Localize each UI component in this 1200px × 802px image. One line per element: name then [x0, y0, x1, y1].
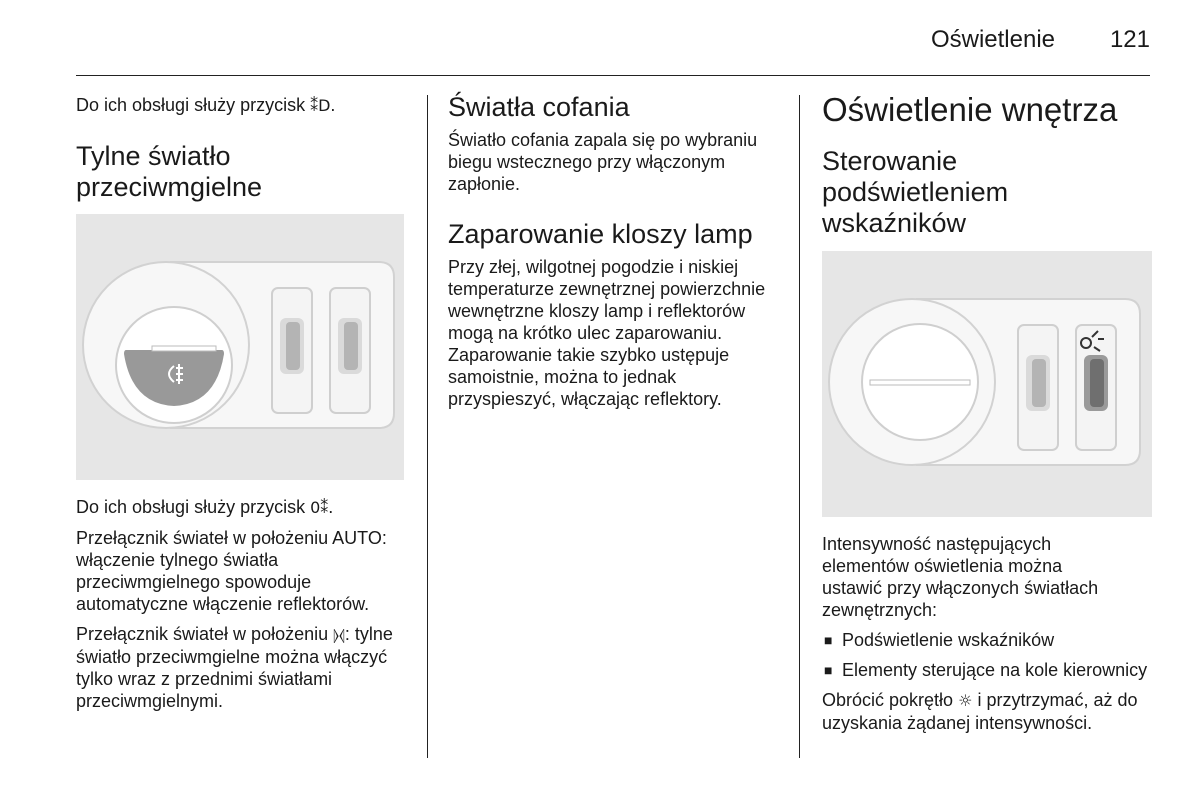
- intro-paragraph: Do ich obsługi służy przycisk ⁑D.: [76, 95, 336, 115]
- section-heading-lamp-fogging: Zaparowanie kloszy lamp: [448, 219, 753, 249]
- list-item: ■ Elementy sterujące na kole kierownicy: [824, 660, 1148, 680]
- paragraph: Obrócić pokrętło ☼ i przytrzymać, aż do uzyskania żądanej intensywności.: [822, 690, 1138, 733]
- column-middle: [448, 88, 788, 410]
- list-item: ■ Podświetlenie wskaźników: [824, 630, 1055, 650]
- fog-lights-icon: ⦊⦉: [333, 625, 345, 644]
- dimmer-switch-illustration: [822, 251, 1152, 517]
- paragraph: Przełącznik świateł w położeniu ⦊⦉: tylne światło przeciwmgielne można włączyć tylko wraz z przednimi światłami przeciwmgielnymi.: [76, 624, 393, 711]
- running-title: Oświetlenie: [930, 26, 1055, 53]
- light-switch-figure-dimmer: [822, 251, 1152, 517]
- paragraph: Światło cofania zapala się po wybraniu biegu wstecznego przy włączonym zapłonie.: [448, 130, 758, 194]
- column-right: [822, 88, 1152, 734]
- column-divider: [799, 95, 800, 758]
- section-title-interior-lighting: Oświetlenie wnętrza: [822, 91, 1118, 128]
- header-rule: [76, 75, 1150, 76]
- after-image-text: [76, 496, 408, 712]
- auto-label: AUTO: [332, 528, 382, 548]
- page-number: 121: [1109, 26, 1150, 53]
- fog-lamp-front-icon: ⁑D: [310, 96, 331, 115]
- section-heading-reverse-lights: Światła cofania: [448, 92, 630, 122]
- paragraph: Do ich obsługi służy przycisk 0⁑.: [76, 497, 334, 517]
- bullet-icon: ■: [824, 632, 833, 648]
- section-heading-rear-fog: Tylne światło przeciwmgielne: [76, 141, 263, 202]
- bullet-icon: ■: [824, 662, 833, 678]
- column-divider: [427, 95, 428, 758]
- subsection-heading-instrument-illumination: Sterowanie podświetleniem wskaźników: [822, 146, 1009, 238]
- rear-fog-icon: 0⁑: [310, 498, 329, 517]
- paragraph: Intensywność następujących elementów oświetlenia można ustawić przy włączonych światłach zewnętrznych:: [822, 534, 1099, 620]
- paragraph: Przełącznik świateł w położeniu AUTO: włączenie tylnego światła przeciwmgielnego spowoduje automatyczne włączenie reflektorów.: [76, 528, 387, 614]
- light-switch-illustration: [76, 214, 404, 480]
- light-switch-figure-rear-fog: [76, 214, 404, 480]
- page-header: [0, 0, 1200, 80]
- column-left: [76, 88, 408, 712]
- bullet-list: [822, 629, 1152, 681]
- paragraph: Przy złej, wilgotnej pogodzie i niskiej temperaturze zewnętrznej powierzchnie wewnętrzne kloszy lamp i reflektorów mogą na krótko ulec zaparowaniu. Zaparowanie takie szybko ustępuje samoistnie, można to jednak przyspieszyć, włączając reflektory.: [448, 257, 766, 409]
- dimmer-icon: ☼: [958, 691, 973, 710]
